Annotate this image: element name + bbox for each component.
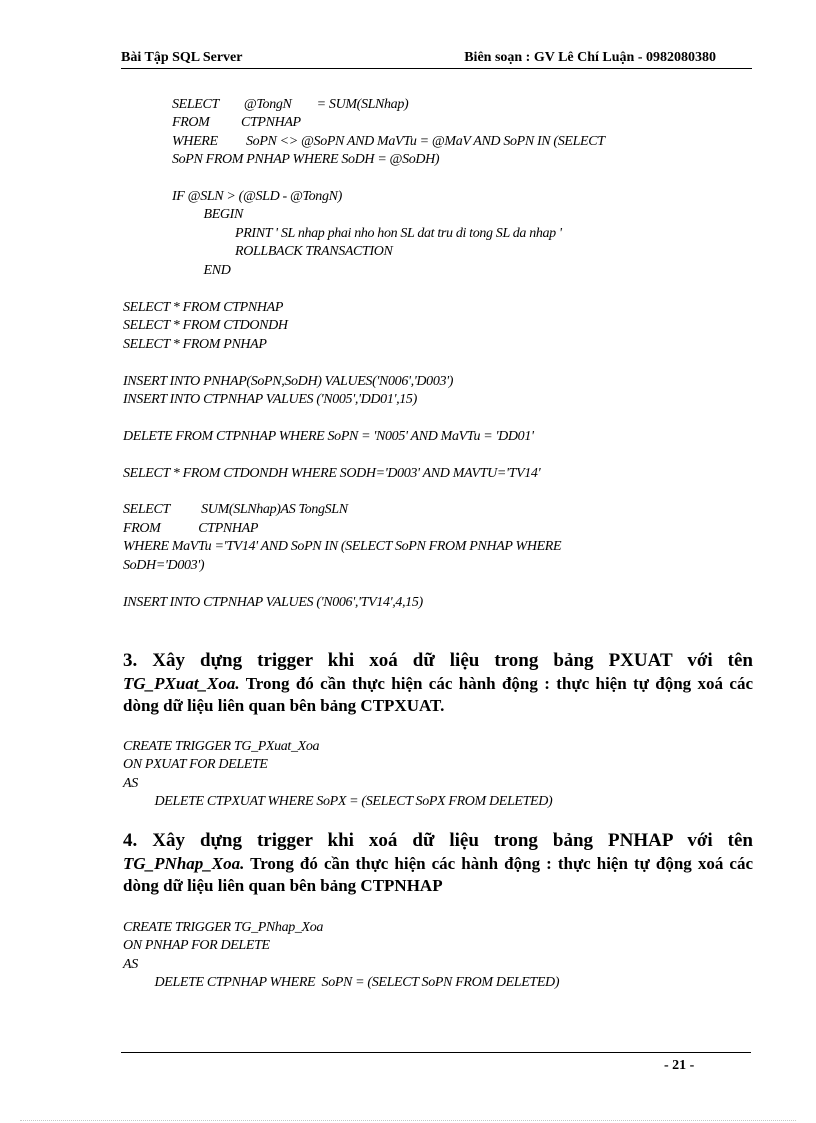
section-3-description: Trong đó cần thực hiện các hành động : thực hiện tự động xoá các dòng dữ liệu liên quan bên bảng CTPXUAT. <box>123 673 753 715</box>
code-line: INSERT INTO CTPNHAP VALUES ('N005','DD01',15) <box>123 392 417 408</box>
code-line: SoPN FROM PNHAP WHERE SoDH = @SoDH) <box>172 152 440 168</box>
code-line: SELECT * FROM PNHAP <box>123 336 267 352</box>
code-line: IF @SLN > (@SLD - @TongN) <box>172 189 342 205</box>
code-line: BEGIN <box>172 207 243 223</box>
footer-divider <box>121 1052 751 1053</box>
code-line: ROLLBACK TRANSACTION <box>172 244 393 260</box>
code-block-trigger-body <box>172 96 605 280</box>
code-line: ON PXUAT FOR DELETE <box>123 757 268 773</box>
page-header <box>121 50 752 69</box>
code-line <box>123 575 561 593</box>
code-line: CREATE TRIGGER TG_PXuat_Xoa <box>123 739 320 754</box>
code-line <box>123 483 561 501</box>
code-line: PRINT ' SL nhap phai nho hon SL dat tru di tong SL da nhap ' <box>172 225 562 241</box>
code-line: FROM CTPNHAP <box>172 115 301 131</box>
page-number: - 21 - <box>664 1058 695 1073</box>
code-line: END <box>172 262 231 278</box>
code-line: AS <box>123 775 138 791</box>
header-title: Bài Tập SQL Server <box>121 50 243 65</box>
code-line <box>123 446 561 464</box>
section-3-title: 3. Xây dựng trigger khi xoá dữ liệu trong bảng PXUAT với tên <box>123 650 753 671</box>
code-line: INSERT INTO CTPNHAP VALUES ('N006','TV14',4,15) <box>123 594 423 610</box>
section-3-heading <box>123 650 753 718</box>
code-line: DELETE FROM CTPNHAP WHERE SoPN = 'N005' AND MaVTu = 'DD01' <box>123 428 534 444</box>
code-line: SELECT @TongN = SUM(SLNhap) <box>172 97 409 112</box>
section-4-trigger-name: TG_PNhap_Xoa. <box>123 853 245 873</box>
code-line: SELECT SUM(SLNhap)AS TongSLN <box>123 502 348 518</box>
code-line <box>123 409 561 427</box>
code-block-test-queries <box>123 299 561 612</box>
code-line: SELECT * FROM CTDONDH <box>123 318 288 334</box>
code-line <box>123 354 561 372</box>
code-block-tg-pnhap-xoa <box>123 919 559 993</box>
code-line: SELECT * FROM CTPNHAP <box>123 300 284 315</box>
code-line: DELETE CTPXUAT WHERE SoPX = (SELECT SoPX FROM DELETED) <box>123 794 553 810</box>
code-line: WHERE MaVTu ='TV14' AND SoPN IN (SELECT SoPN FROM PNHAP WHERE <box>123 539 562 555</box>
code-line <box>172 170 605 188</box>
code-line: DELETE CTPNHAP WHERE SoPN = (SELECT SoPN FROM DELETED) <box>123 975 560 991</box>
code-line: INSERT INTO PNHAP(SoPN,SoDH) VALUES('N006','D003') <box>123 373 454 389</box>
code-line: FROM CTPNHAP <box>123 520 259 536</box>
section-3-trigger-name: TG_PXuat_Xoa. <box>123 673 240 693</box>
page-bottom-border <box>20 1120 796 1121</box>
code-line: SELECT * FROM CTDONDH WHERE SODH='D003' AND MAVTU='TV14' <box>123 465 541 481</box>
code-block-tg-pxuat-xoa <box>123 738 552 812</box>
code-line: WHERE SoPN <> @SoPN AND MaVTu = @MaV AND SoPN IN (SELECT <box>172 133 605 149</box>
code-line: AS <box>123 956 138 972</box>
code-line: CREATE TRIGGER TG_PNhap_Xoa <box>123 920 324 935</box>
code-line: ON PNHAP FOR DELETE <box>123 938 270 954</box>
section-4-title: 4. Xây dựng trigger khi xoá dữ liệu trong bảng PNHAP với tên <box>123 830 753 851</box>
section-4-heading <box>123 830 753 898</box>
header-author: Biên soạn : GV Lê Chí Luận - 0982080380 <box>464 50 716 65</box>
section-4-description: Trong đó cần thực hiện các hành động : thực hiện tự động xoá các dòng dữ liệu liên quan bên bảng CTPNHAP <box>123 853 753 895</box>
code-line: SoDH='D003') <box>123 557 205 573</box>
